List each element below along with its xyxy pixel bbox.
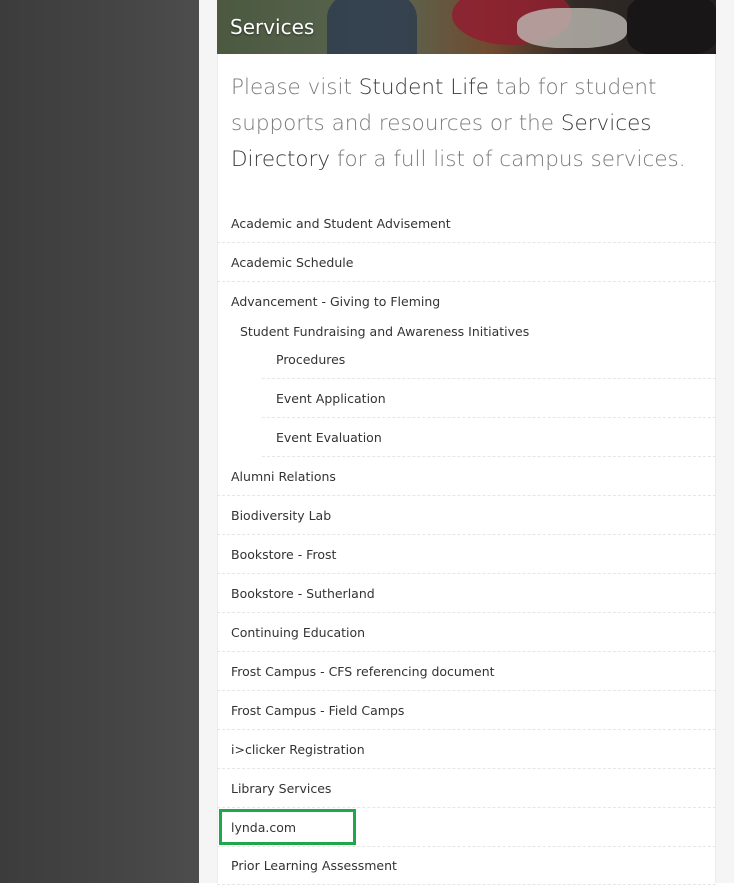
service-link-student-fundraising[interactable]: Student Fundraising and Awareness Initiatives [240,324,530,339]
service-link-event-evaluation[interactable]: Event Evaluation [262,419,716,457]
service-link-alumni-relations[interactable]: Alumni Relations [217,458,716,496]
intro-text-segment: for a full list of campus services. [330,147,686,172]
services-directory-link[interactable]: Services Directory [231,111,652,172]
services-banner [217,0,716,54]
service-link-lynda[interactable]: lynda.com [217,809,716,847]
intro-text [231,70,709,178]
service-link-academic-schedule[interactable]: Academic Schedule [217,244,716,282]
service-link-academic-advisement[interactable]: Academic and Student Advisement [217,205,716,243]
left-sidebar-background [0,0,199,883]
service-link-iclicker-registration[interactable]: i>clicker Registration [217,731,716,769]
service-link-bookstore-sutherland[interactable]: Bookstore - Sutherland [217,575,716,613]
intro-text-segment: tab for student supports and resources or the [231,75,657,136]
student-life-link[interactable]: Student Life [358,75,489,100]
service-link-continuing-education[interactable]: Continuing Education [217,614,716,652]
service-link-bookstore-frost[interactable]: Bookstore - Frost [217,536,716,574]
service-link-biodiversity-lab[interactable]: Biodiversity Lab [217,497,716,535]
lynda-highlight-box [219,809,356,845]
service-link-advancement[interactable]: Advancement - Giving to Fleming [231,294,441,309]
service-link-prior-learning-assessment[interactable]: Prior Learning Assessment [217,847,716,885]
service-link-frost-cfs-document[interactable]: Frost Campus - CFS referencing document [217,653,716,691]
service-link-procedures[interactable]: Procedures [262,341,716,379]
intro-text-segment: Please visit [231,75,359,100]
service-link-library-services[interactable]: Library Services [217,770,716,808]
banner-title: Services [230,15,315,39]
service-link-event-application[interactable]: Event Application [262,380,716,418]
service-link-frost-field-camps[interactable]: Frost Campus - Field Camps [217,692,716,730]
